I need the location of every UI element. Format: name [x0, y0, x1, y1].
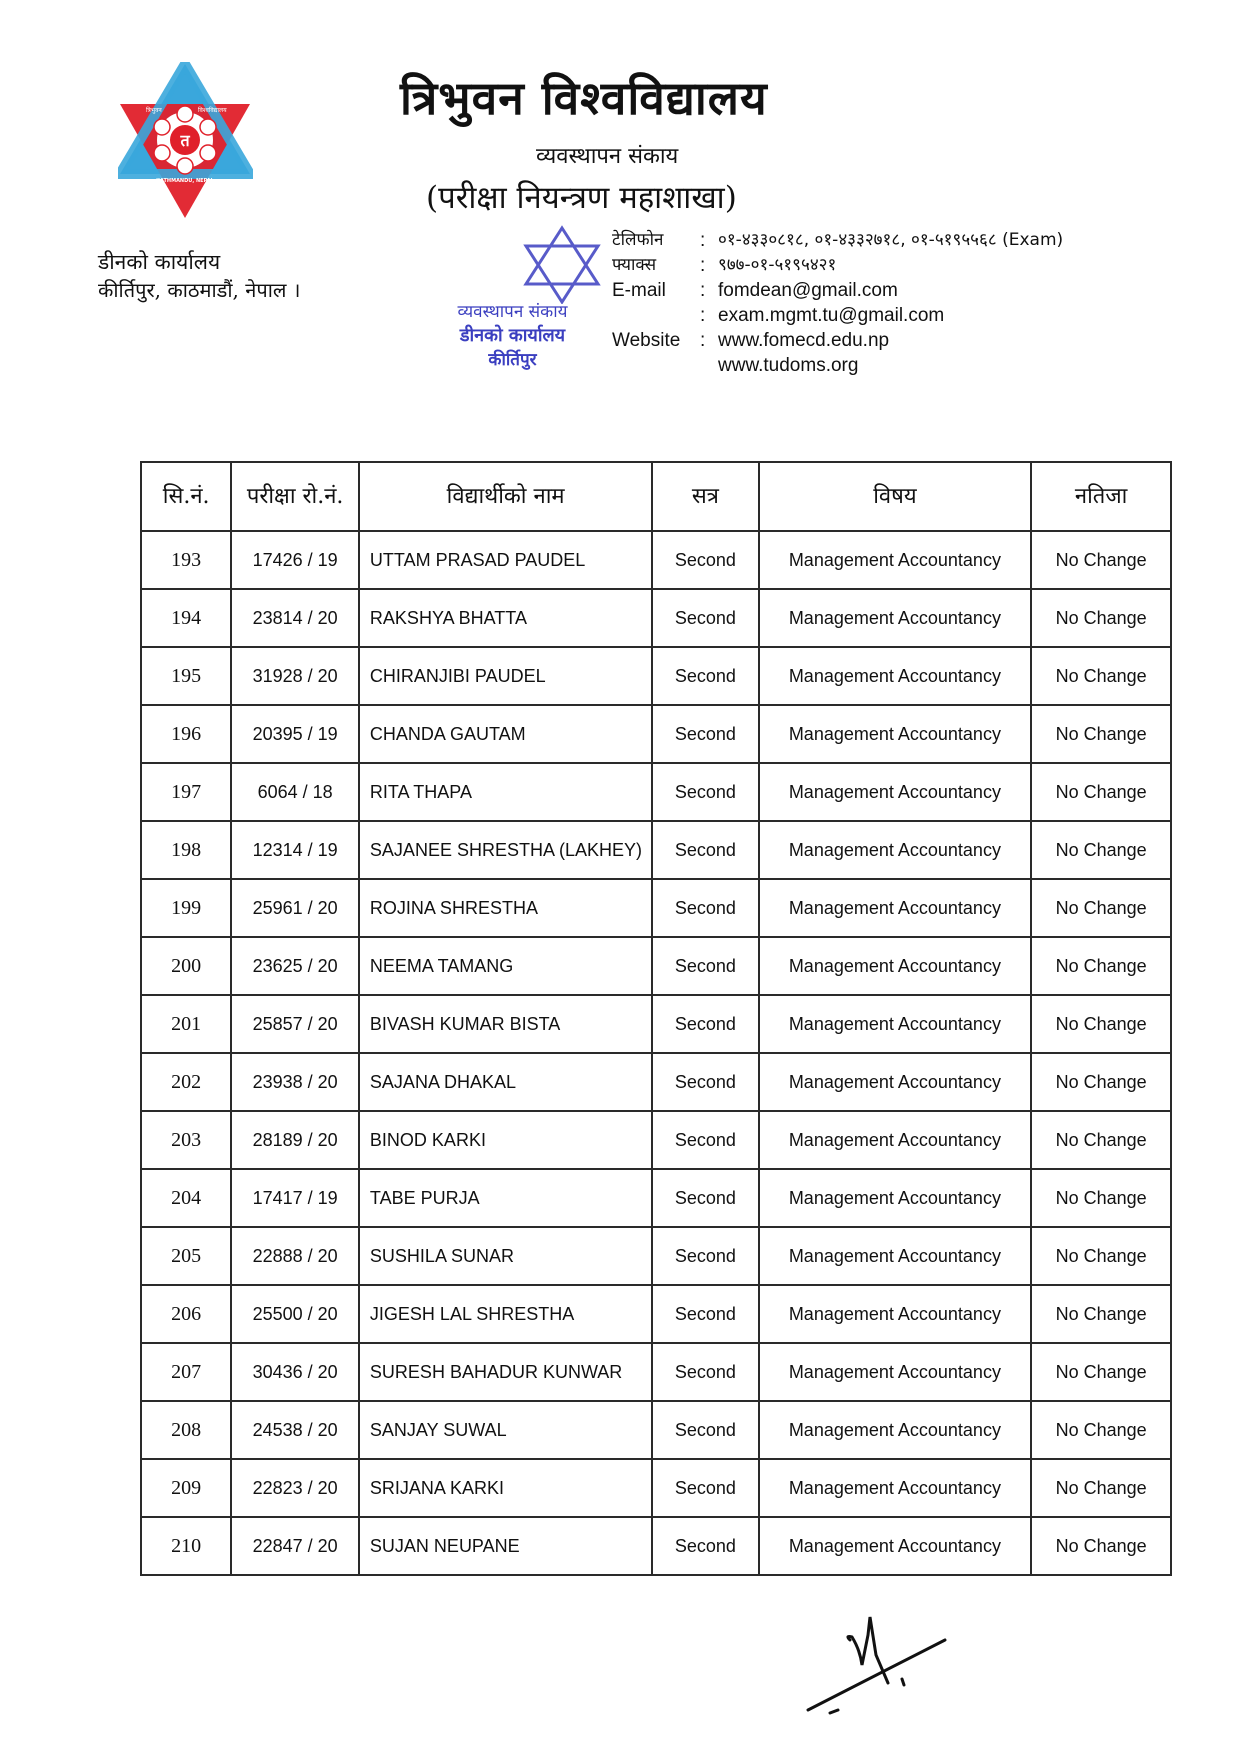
student-name-cell: NEEMA TAMANG: [359, 937, 652, 995]
subject-cell: Management Accountancy: [759, 589, 1032, 647]
student-name-cell: CHANDA GAUTAM: [359, 705, 652, 763]
roll-number-cell: 22888 / 20: [231, 1227, 359, 1285]
roll-number-cell: 23938 / 20: [231, 1053, 359, 1111]
session-cell: Second: [652, 1053, 758, 1111]
session-cell: Second: [652, 879, 758, 937]
student-name-cell: TABE PURJA: [359, 1169, 652, 1227]
roll-number-cell: 28189 / 20: [231, 1111, 359, 1169]
subject-cell: Management Accountancy: [759, 1343, 1032, 1401]
roll-number-cell: 25500 / 20: [231, 1285, 359, 1343]
office-name: डीनको कार्यालय: [98, 250, 221, 274]
separator: :: [700, 230, 706, 251]
university-name: त्रिभुवन विश्वविद्यालय: [400, 71, 768, 125]
student-name-cell: SAJANEE SHRESTHA (LAKHEY): [359, 821, 652, 879]
result-cell: No Change: [1031, 1517, 1171, 1575]
logo-label-left: त्रिभुवन: [146, 107, 162, 114]
serial-cell: 200: [141, 937, 231, 995]
result-cell: No Change: [1031, 531, 1171, 589]
result-cell: No Change: [1031, 1111, 1171, 1169]
results-table: [140, 461, 1172, 1576]
table-row: [141, 937, 1171, 995]
table-row: [141, 1343, 1171, 1401]
roll-number-cell: 25961 / 20: [231, 879, 359, 937]
logo-label-right: विश्वविद्यालय: [198, 107, 227, 114]
subject-cell: Management Accountancy: [759, 1459, 1032, 1517]
student-name-cell: UTTAM PRASAD PAUDEL: [359, 531, 652, 589]
fax-label: फ्याक्स: [612, 255, 657, 275]
table-row: [141, 1285, 1171, 1343]
result-cell: No Change: [1031, 937, 1171, 995]
roll-number-cell: 24538 / 20: [231, 1401, 359, 1459]
separator: :: [700, 255, 706, 276]
session-cell: Second: [652, 1285, 758, 1343]
svg-text:त: त: [180, 131, 190, 150]
column-header-name: विद्यार्थीको नाम: [359, 462, 652, 531]
subject-cell: Management Accountancy: [759, 705, 1032, 763]
email-link[interactable]: exam.mgmt.tu@gmail.com: [718, 305, 945, 326]
stamp-text: [420, 300, 605, 372]
serial-cell: 205: [141, 1227, 231, 1285]
table-row: [141, 1227, 1171, 1285]
table-row: [141, 1517, 1171, 1575]
result-cell: No Change: [1031, 879, 1171, 937]
table-row: [141, 879, 1171, 937]
result-cell: No Change: [1031, 705, 1171, 763]
session-cell: Second: [652, 589, 758, 647]
session-cell: Second: [652, 531, 758, 589]
student-name-cell: SUSHILA SUNAR: [359, 1227, 652, 1285]
serial-cell: 197: [141, 763, 231, 821]
serial-cell: 202: [141, 1053, 231, 1111]
student-name-cell: RAKSHYA BHATTA: [359, 589, 652, 647]
student-name-cell: CHIRANJIBI PAUDEL: [359, 647, 652, 705]
session-cell: Second: [652, 937, 758, 995]
table-row: [141, 705, 1171, 763]
stamp-line1: व्यवस्थापन संकाय: [457, 302, 568, 322]
session-cell: Second: [652, 1517, 758, 1575]
roll-number-cell: 23814 / 20: [231, 589, 359, 647]
session-cell: Second: [652, 647, 758, 705]
separator: :: [700, 280, 706, 301]
logo-label-bottom: KATHMANDU, NEPAL: [156, 178, 214, 184]
serial-cell: 196: [141, 705, 231, 763]
serial-cell: 194: [141, 589, 231, 647]
email-row: [612, 278, 1063, 303]
result-cell: No Change: [1031, 589, 1171, 647]
phone-label: टेलिफोन: [612, 230, 664, 250]
student-name-cell: SURESH BAHADUR KUNWAR: [359, 1343, 652, 1401]
contact-block: [612, 228, 1063, 378]
student-name-cell: RITA THAPA: [359, 763, 652, 821]
result-cell: No Change: [1031, 1169, 1171, 1227]
subject-cell: Management Accountancy: [759, 763, 1032, 821]
fax-value: ९७७-०१-५१९५४२१: [718, 255, 837, 275]
column-header-subject: विषय: [759, 462, 1032, 531]
result-cell: No Change: [1031, 1401, 1171, 1459]
student-name-cell: BINOD KARKI: [359, 1111, 652, 1169]
result-cell: No Change: [1031, 1053, 1171, 1111]
table-body: [141, 531, 1171, 1575]
separator: :: [700, 305, 706, 326]
table-row: [141, 589, 1171, 647]
office-block: [98, 248, 300, 304]
session-cell: Second: [652, 763, 758, 821]
serial-cell: 203: [141, 1111, 231, 1169]
serial-cell: 198: [141, 821, 231, 879]
subject-cell: Management Accountancy: [759, 1401, 1032, 1459]
table-row: [141, 763, 1171, 821]
result-cell: No Change: [1031, 1227, 1171, 1285]
column-header-roll: परीक्षा रो.नं.: [231, 462, 359, 531]
serial-cell: 195: [141, 647, 231, 705]
session-cell: Second: [652, 995, 758, 1053]
result-cell: No Change: [1031, 995, 1171, 1053]
website-link[interactable]: www.fomecd.edu.np: [718, 330, 890, 351]
subject-cell: Management Accountancy: [759, 821, 1032, 879]
website-link[interactable]: www.tudoms.org: [718, 355, 859, 376]
table-row: [141, 1053, 1171, 1111]
student-name-cell: BIVASH KUMAR BISTA: [359, 995, 652, 1053]
roll-number-cell: 31928 / 20: [231, 647, 359, 705]
serial-cell: 210: [141, 1517, 231, 1575]
serial-cell: 201: [141, 995, 231, 1053]
roll-number-cell: 20395 / 19: [231, 705, 359, 763]
website-label: Website: [612, 330, 681, 351]
roll-number-cell: 22823 / 20: [231, 1459, 359, 1517]
student-name-cell: JIGESH LAL SHRESTHA: [359, 1285, 652, 1343]
result-cell: No Change: [1031, 763, 1171, 821]
office-stamp-icon: [520, 224, 604, 304]
roll-number-cell: 30436 / 20: [231, 1343, 359, 1401]
student-name-cell: SAJANA DHAKAL: [359, 1053, 652, 1111]
result-cell: No Change: [1031, 647, 1171, 705]
session-cell: Second: [652, 1343, 758, 1401]
subject-cell: Management Accountancy: [759, 937, 1032, 995]
table-row: [141, 1169, 1171, 1227]
subject-cell: Management Accountancy: [759, 1227, 1032, 1285]
separator: :: [700, 330, 706, 351]
result-cell: No Change: [1031, 821, 1171, 879]
website-row: [612, 328, 1063, 353]
roll-number-cell: 25857 / 20: [231, 995, 359, 1053]
result-cell: No Change: [1031, 1459, 1171, 1517]
serial-cell: 206: [141, 1285, 231, 1343]
subject-cell: Management Accountancy: [759, 1053, 1032, 1111]
subject-cell: Management Accountancy: [759, 1517, 1032, 1575]
email-row-2: [612, 303, 1063, 328]
column-header-serial: सि.नं.: [141, 462, 231, 531]
session-cell: Second: [652, 1169, 758, 1227]
handwritten-signature-icon: [790, 1595, 970, 1725]
roll-number-cell: 6064 / 18: [231, 763, 359, 821]
session-cell: Second: [652, 1459, 758, 1517]
email-label: E-mail: [612, 280, 666, 301]
column-header-result: नतिजा: [1031, 462, 1171, 531]
stamp-line2: डीनको कार्यालय: [459, 325, 566, 346]
subject-cell: Management Accountancy: [759, 1169, 1032, 1227]
serial-cell: 199: [141, 879, 231, 937]
subject-cell: Management Accountancy: [759, 1111, 1032, 1169]
student-name-cell: SRIJANA KARKI: [359, 1459, 652, 1517]
table-row: [141, 1401, 1171, 1459]
table-row: [141, 1459, 1171, 1517]
roll-number-cell: 17417 / 19: [231, 1169, 359, 1227]
session-cell: Second: [652, 705, 758, 763]
roll-number-cell: 17426 / 19: [231, 531, 359, 589]
table-row: [141, 821, 1171, 879]
roll-number-cell: 22847 / 20: [231, 1517, 359, 1575]
email-link[interactable]: fomdean@gmail.com: [718, 280, 898, 301]
tribhuvan-university-logo-icon: [118, 62, 253, 222]
subject-cell: Management Accountancy: [759, 1285, 1032, 1343]
serial-cell: 204: [141, 1169, 231, 1227]
session-cell: Second: [652, 1401, 758, 1459]
subject-cell: Management Accountancy: [759, 647, 1032, 705]
result-cell: No Change: [1031, 1285, 1171, 1343]
column-header-session: सत्र: [652, 462, 758, 531]
session-cell: Second: [652, 1111, 758, 1169]
table-header-row: [141, 462, 1171, 531]
table-row: [141, 531, 1171, 589]
student-name-cell: SANJAY SUWAL: [359, 1401, 652, 1459]
serial-cell: 208: [141, 1401, 231, 1459]
table-row: [141, 995, 1171, 1053]
faculty-name: व्यवस्थापन संकाय: [536, 144, 679, 169]
table-row: [141, 647, 1171, 705]
subject-cell: Management Accountancy: [759, 995, 1032, 1053]
serial-cell: 209: [141, 1459, 231, 1517]
roll-number-cell: 23625 / 20: [231, 937, 359, 995]
phone-value: ०१-४३३०८१८, ०१-४३३२७१८, ०१-५१९५५६८ (Exam): [718, 230, 1064, 250]
subject-cell: Management Accountancy: [759, 531, 1032, 589]
result-cell: No Change: [1031, 1343, 1171, 1401]
office-address: कीर्तिपुर, काठमाडौं, नेपाल ।: [98, 278, 301, 302]
student-name-cell: ROJINA SHRESTHA: [359, 879, 652, 937]
website-row-2: [612, 353, 1063, 378]
stamp-line3: कीर्तिपुर: [488, 350, 537, 370]
session-cell: Second: [652, 821, 758, 879]
serial-cell: 207: [141, 1343, 231, 1401]
subject-cell: Management Accountancy: [759, 879, 1032, 937]
student-name-cell: SUJAN NEUPANE: [359, 1517, 652, 1575]
session-cell: Second: [652, 1227, 758, 1285]
table-row: [141, 1111, 1171, 1169]
division-name: (परीक्षा नियन्त्रण महाशाखा): [426, 180, 737, 216]
roll-number-cell: 12314 / 19: [231, 821, 359, 879]
fax-row: [612, 253, 1063, 278]
serial-cell: 193: [141, 531, 231, 589]
phone-row: [612, 228, 1063, 253]
